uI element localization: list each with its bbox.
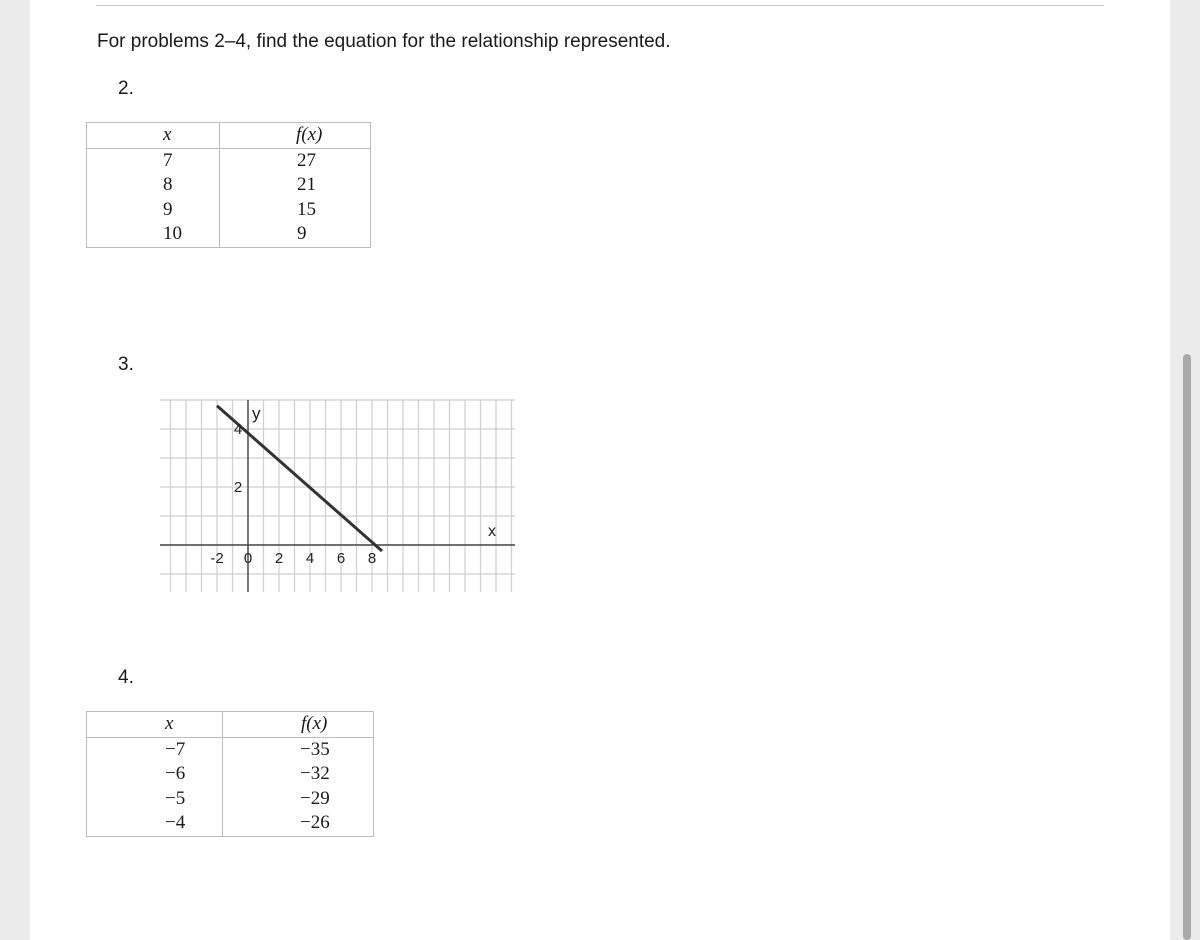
table-cell: 27 <box>220 148 371 173</box>
table-cell: −26 <box>223 811 374 836</box>
x-tick-label: 8 <box>367 550 377 567</box>
table-header-x: x <box>87 712 223 738</box>
table-cell: −29 <box>223 787 374 812</box>
table-cell: −4 <box>87 811 223 836</box>
table-cell: 9 <box>220 222 371 247</box>
x-tick-label: 4 <box>305 550 315 567</box>
table-cell: −5 <box>87 787 223 812</box>
table-header-x: x <box>87 123 220 149</box>
problem-2-number: 2. <box>118 78 134 99</box>
problem-3-number: 3. <box>118 354 134 375</box>
table-header-fx: f(x) <box>220 123 371 149</box>
x-tick-label: -2 <box>210 550 224 567</box>
y-tick-label: 2 <box>233 479 243 496</box>
x-tick-label: 2 <box>274 550 284 567</box>
problem-4-number: 4. <box>118 667 134 688</box>
table-cell: −6 <box>87 762 223 787</box>
table-cell: 10 <box>87 222 220 247</box>
instructions-text: For problems 2–4, find the equation for the relationship represented. <box>97 31 671 52</box>
scrollbar-thumb[interactable] <box>1183 354 1191 940</box>
x-axis-label: x <box>488 523 496 540</box>
table-cell: 8 <box>87 173 220 198</box>
problem-3-graph <box>160 392 520 602</box>
problem-2-table <box>86 122 371 248</box>
table-cell: 7 <box>87 148 220 173</box>
table-cell: −32 <box>223 762 374 787</box>
table-cell: 15 <box>220 198 371 223</box>
table-cell: 9 <box>87 198 220 223</box>
top-rule <box>96 5 1104 6</box>
y-axis-label: y <box>252 404 261 423</box>
problem-4-table <box>86 711 374 837</box>
x-tick-labels <box>210 550 376 567</box>
table-cell: 21 <box>220 173 371 198</box>
table-header-fx: f(x) <box>223 712 374 738</box>
y-tick-label: 4 <box>233 421 243 438</box>
x-tick-label: 0 <box>243 550 253 567</box>
x-tick-label: 6 <box>336 550 346 567</box>
table-cell: −7 <box>87 737 223 762</box>
table-cell: −35 <box>223 737 374 762</box>
